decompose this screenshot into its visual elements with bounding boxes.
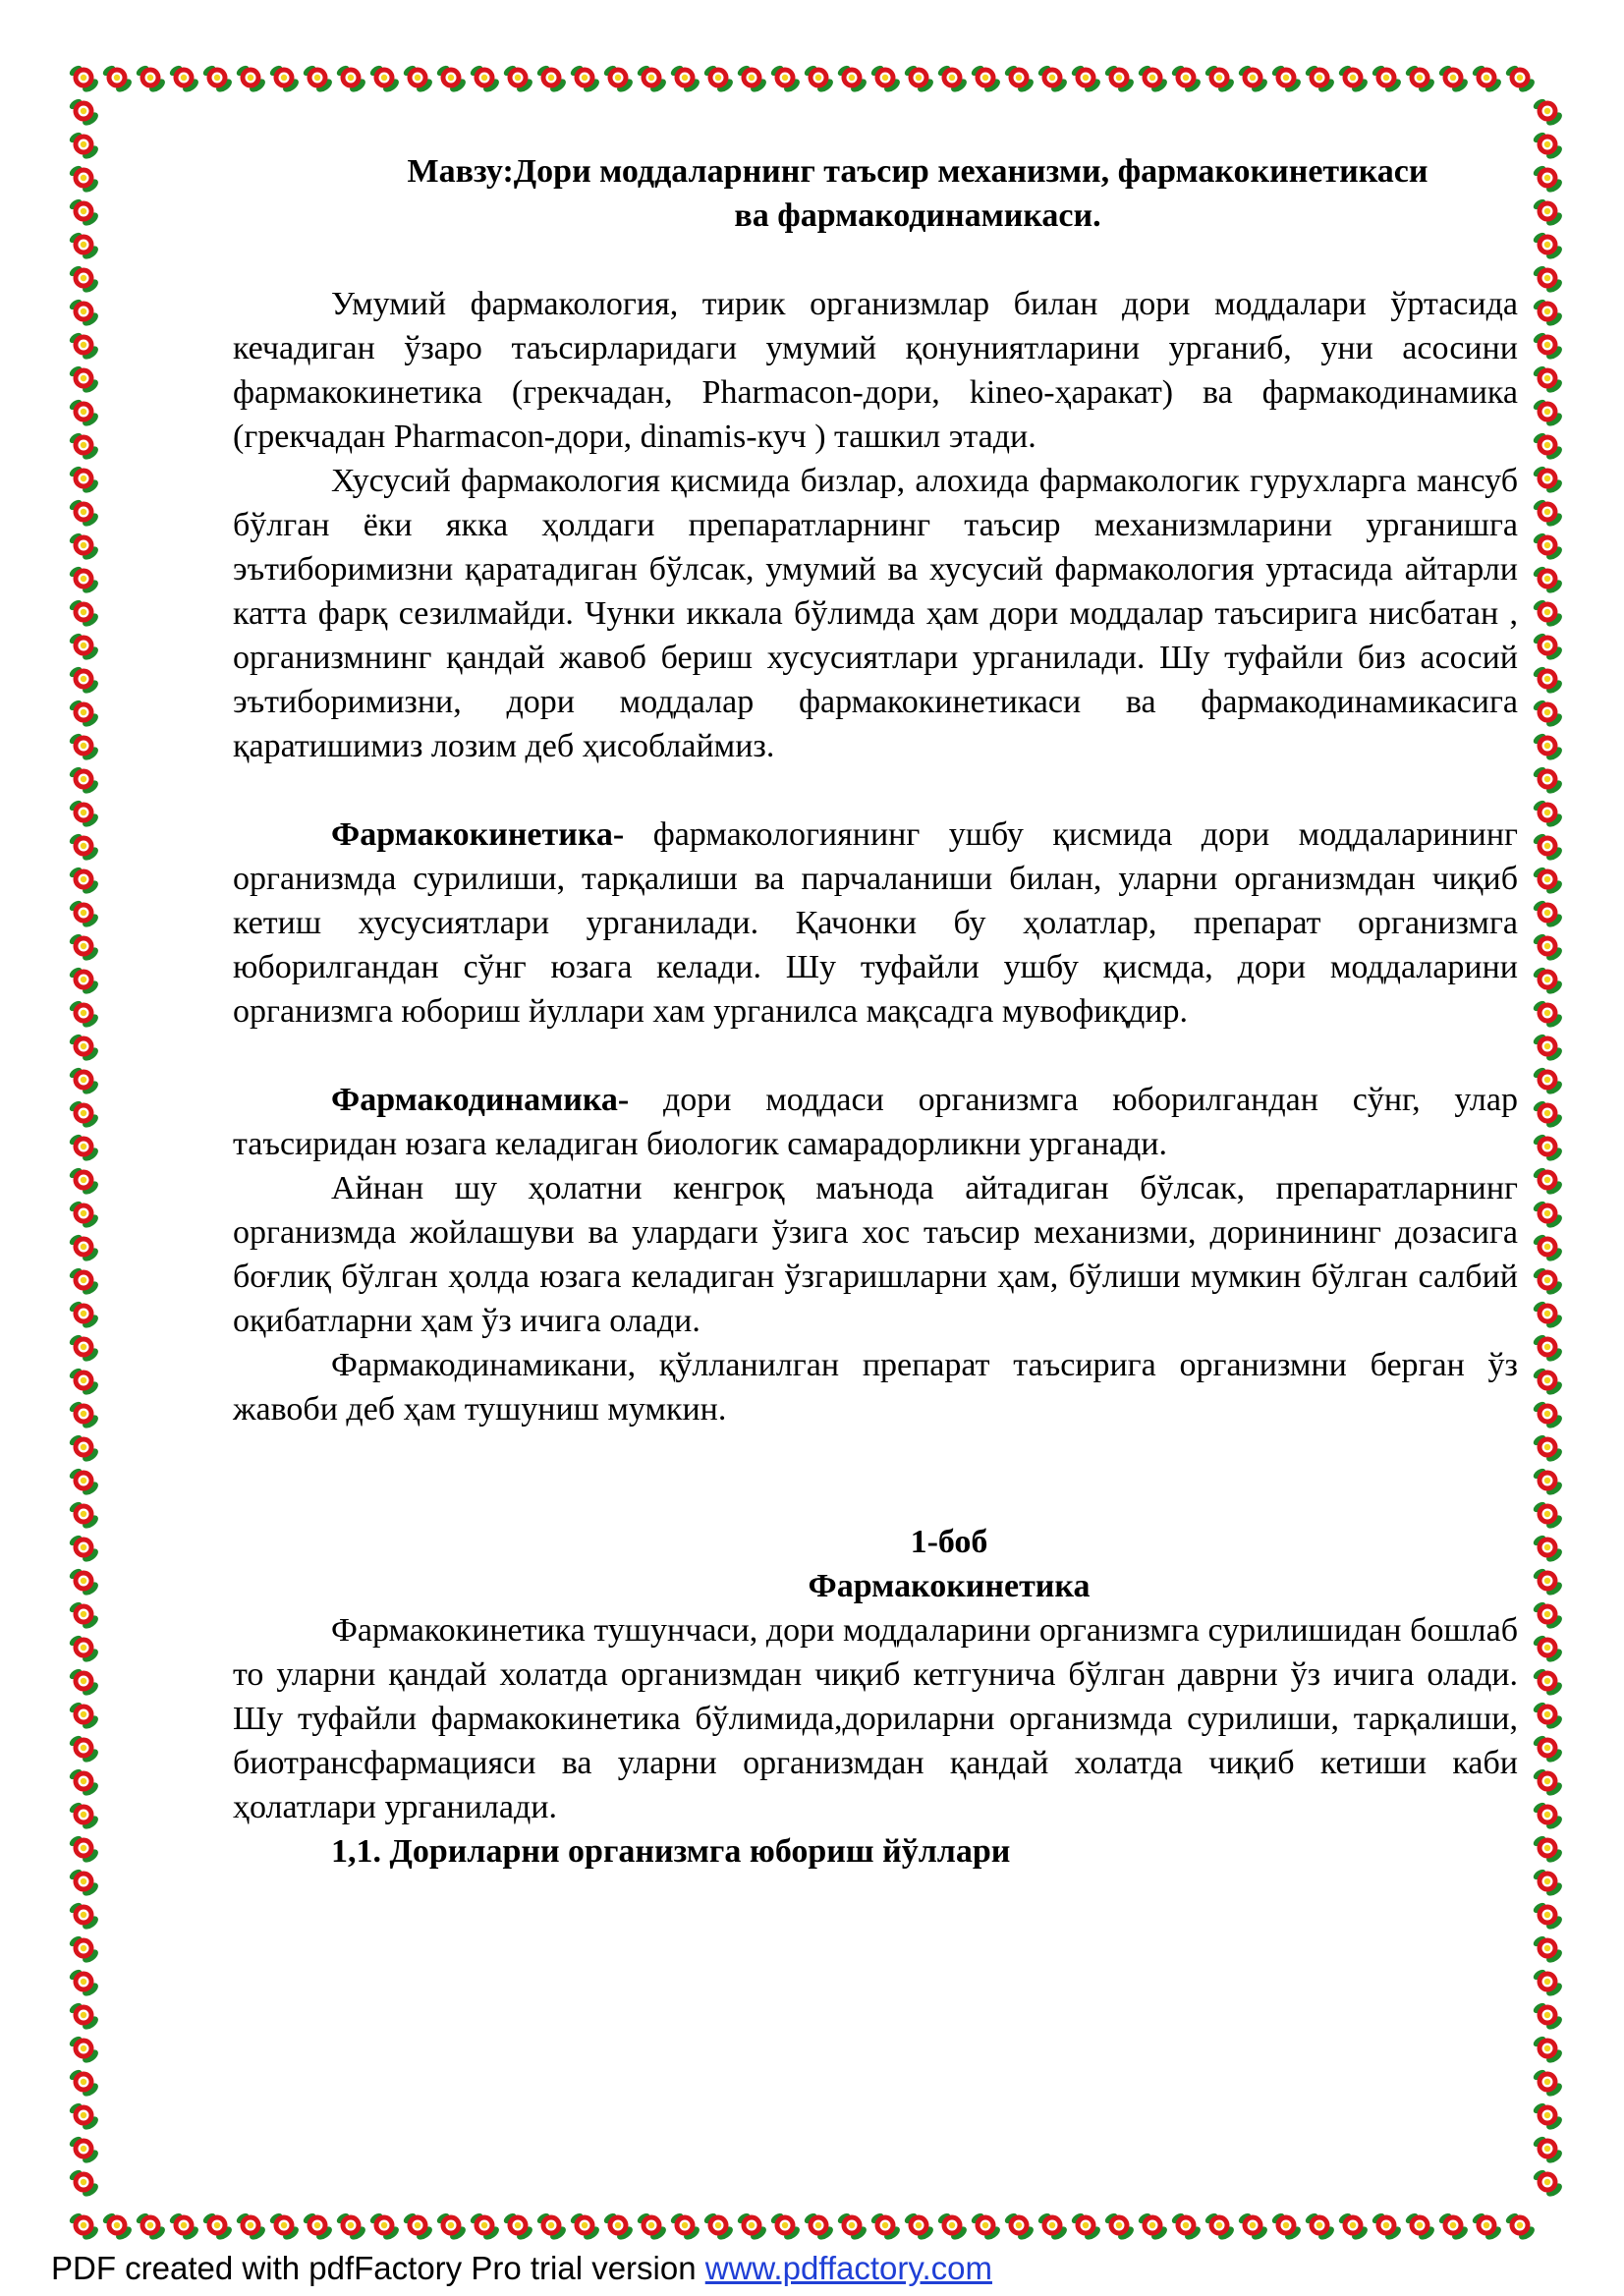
red-flower-icon	[68, 1734, 100, 1765]
paragraph-pharmacokinetics-text: фармакологиянинг ушбу қисмида дори моддаларининг организмда сурилиши, тарқалиши ва парчаланиши билан, уларни организмдан чиқиб кетиш хусусиятлари урганилади. Қачонки бу ҳолатлар, препарат организмга юборилгандан сўнг юзага келади. Шу туфайли ушбу қисмда, дори моддаларини организмга юбориш йуллари хам урганилса мақсадга мувофиқдир.	[233, 816, 1518, 1030]
red-flower-icon	[68, 1600, 100, 1632]
red-flower-icon	[68, 1667, 100, 1699]
red-flower-icon	[1504, 2212, 1537, 2242]
red-flower-icon	[1532, 565, 1564, 596]
red-flower-icon	[1532, 1934, 1564, 1966]
footer-link[interactable]: www.pdffactory.com	[704, 2250, 992, 2286]
title-line-2: ва фармакодинамикаси.	[734, 197, 1101, 234]
red-flower-icon	[1532, 765, 1564, 797]
red-flower-icon	[936, 2212, 969, 2242]
red-flower-icon	[1371, 64, 1403, 94]
red-flower-icon	[68, 498, 100, 530]
red-flower-icon	[68, 1099, 100, 1131]
red-flower-icon	[602, 2212, 635, 2242]
red-flower-icon	[68, 2212, 100, 2242]
red-flower-icon	[68, 1166, 100, 1198]
red-flower-icon	[1304, 2212, 1336, 2242]
red-flower-icon	[1532, 598, 1564, 630]
flower-border-left	[67, 94, 100, 2209]
red-flower-icon	[970, 64, 1002, 94]
red-flower-icon	[68, 532, 100, 563]
red-flower-icon	[68, 64, 100, 94]
red-flower-icon	[1532, 1567, 1564, 1598]
red-flower-icon	[68, 899, 100, 930]
red-flower-icon	[68, 665, 100, 697]
red-flower-icon	[1532, 1600, 1564, 1632]
red-flower-icon	[1404, 2212, 1436, 2242]
term-dash: -	[617, 1082, 630, 1118]
red-flower-icon	[1532, 2068, 1564, 2100]
red-flower-icon	[1103, 2212, 1136, 2242]
red-flower-icon	[469, 64, 501, 94]
red-flower-icon	[335, 64, 367, 94]
red-flower-icon	[68, 465, 100, 496]
red-flower-icon	[1532, 1133, 1564, 1164]
red-flower-icon	[68, 999, 100, 1031]
red-flower-icon	[1532, 1667, 1564, 1699]
flower-border-right	[1531, 94, 1564, 2209]
red-flower-icon	[68, 966, 100, 997]
red-flower-icon	[1003, 2212, 1036, 2242]
red-flower-icon	[1170, 2212, 1203, 2242]
red-flower-icon	[68, 699, 100, 730]
red-flower-icon	[1532, 2135, 1564, 2166]
red-flower-icon	[68, 1367, 100, 1398]
red-flower-icon	[68, 1066, 100, 1097]
red-flower-icon	[68, 932, 100, 964]
red-flower-icon	[1532, 431, 1564, 463]
red-flower-icon	[1036, 64, 1069, 94]
red-flower-icon	[268, 64, 301, 94]
red-flower-icon	[1532, 1400, 1564, 1431]
red-flower-icon	[535, 64, 568, 94]
red-flower-icon	[68, 164, 100, 196]
red-flower-icon	[68, 2135, 100, 2166]
red-flower-icon	[1337, 64, 1370, 94]
pdf-footer	[51, 2250, 992, 2287]
red-flower-icon	[1532, 1834, 1564, 1866]
red-flower-icon	[1532, 1634, 1564, 1665]
red-flower-icon	[68, 1233, 100, 1264]
red-flower-icon	[235, 64, 267, 94]
red-flower-icon	[68, 231, 100, 262]
red-flower-icon	[1504, 64, 1537, 94]
term-pharmacodynamics: Фармакодинамика	[331, 1082, 618, 1118]
red-flower-icon	[1532, 197, 1564, 229]
red-flower-icon	[335, 2212, 367, 2242]
red-flower-icon	[68, 1968, 100, 1999]
red-flower-icon	[1103, 64, 1136, 94]
red-flower-icon	[1532, 699, 1564, 730]
red-flower-icon	[1532, 832, 1564, 864]
paragraph-pharmacodynamics-summary: Фармакодинамикани, қўлланилган препарат таъсирига организмни берган ўз жавоби деб ҳам тушуниш мумкин.	[233, 1347, 1518, 1428]
red-flower-icon	[1532, 899, 1564, 930]
red-flower-icon	[68, 1901, 100, 1932]
red-flower-icon	[502, 2212, 534, 2242]
red-flower-icon	[68, 364, 100, 396]
red-flower-icon	[68, 197, 100, 229]
red-flower-icon	[68, 565, 100, 596]
red-flower-icon	[1137, 2212, 1169, 2242]
red-flower-icon	[68, 1400, 100, 1431]
red-flower-icon	[569, 64, 601, 94]
red-flower-icon	[68, 298, 100, 329]
red-flower-icon	[569, 2212, 601, 2242]
red-flower-icon	[769, 64, 802, 94]
red-flower-icon	[68, 732, 100, 763]
red-flower-icon	[235, 2212, 267, 2242]
red-flower-icon	[970, 2212, 1002, 2242]
red-flower-icon	[68, 799, 100, 830]
red-flower-icon	[302, 64, 334, 94]
red-flower-icon	[1532, 1300, 1564, 1331]
red-flower-icon	[1532, 1266, 1564, 1298]
red-flower-icon	[68, 1567, 100, 1598]
red-flower-icon	[1532, 1033, 1564, 1064]
footer-text: PDF created with pdfFactory Pro trial version	[51, 2250, 705, 2286]
red-flower-icon	[869, 64, 902, 94]
red-flower-icon	[1532, 465, 1564, 496]
red-flower-icon	[1532, 298, 1564, 329]
red-flower-icon	[68, 1300, 100, 1331]
red-flower-icon	[1532, 732, 1564, 763]
red-flower-icon	[68, 1634, 100, 1665]
red-flower-icon	[68, 264, 100, 296]
red-flower-icon	[1304, 64, 1336, 94]
red-flower-icon	[903, 64, 935, 94]
red-flower-icon	[68, 1266, 100, 1298]
chapter-title: Фармакокинетика	[808, 1568, 1091, 1604]
red-flower-icon	[435, 64, 468, 94]
red-flower-icon	[1204, 64, 1236, 94]
red-flower-icon	[1532, 799, 1564, 830]
red-flower-icon	[1371, 2212, 1403, 2242]
red-flower-icon	[636, 64, 668, 94]
red-flower-icon	[1532, 231, 1564, 262]
red-flower-icon	[68, 398, 100, 429]
red-flower-icon	[68, 1033, 100, 1064]
red-flower-icon	[1532, 999, 1564, 1031]
red-flower-icon	[669, 64, 701, 94]
red-flower-icon	[168, 64, 200, 94]
flower-border-top	[67, 61, 1564, 94]
term-pharmacokinetics: Фармакокинетика	[331, 816, 613, 853]
red-flower-icon	[68, 866, 100, 897]
red-flower-icon	[68, 1767, 100, 1799]
red-flower-icon	[135, 2212, 167, 2242]
red-flower-icon	[1270, 2212, 1303, 2242]
red-flower-icon	[68, 1834, 100, 1866]
red-flower-icon	[1532, 932, 1564, 964]
red-flower-icon	[201, 2212, 234, 2242]
red-flower-icon	[68, 2101, 100, 2133]
red-flower-icon	[168, 2212, 200, 2242]
flower-border-bottom	[67, 2209, 1564, 2242]
red-flower-icon	[1204, 2212, 1236, 2242]
red-flower-icon	[736, 2212, 768, 2242]
red-flower-icon	[1471, 64, 1503, 94]
red-flower-icon	[1532, 1801, 1564, 1832]
red-flower-icon	[101, 64, 134, 94]
paragraph-pharmacokinetics	[233, 812, 1518, 1034]
paragraph-pharmacodynamics-detail: Айнан шу ҳолатни кенгроқ маънода айтадиган бўлсак, препаратларнинг организмда жойлашуви ва улардаги ўзига хос таъсир механизми, доринининг дозасига боғлиқ бўлган ҳолда юзага келадиган ўзгаришларни ҳам, бўлиши мумкин бўлган салбий оқибатларни ҳам ўз ичига олади.	[233, 1170, 1518, 1339]
red-flower-icon	[769, 2212, 802, 2242]
red-flower-icon	[669, 2212, 701, 2242]
red-flower-icon	[903, 2212, 935, 2242]
red-flower-icon	[1532, 498, 1564, 530]
red-flower-icon	[502, 64, 534, 94]
red-flower-icon	[1532, 665, 1564, 697]
red-flower-icon	[435, 2212, 468, 2242]
red-flower-icon	[1337, 2212, 1370, 2242]
red-flower-icon	[68, 1333, 100, 1365]
red-flower-icon	[68, 2035, 100, 2066]
red-flower-icon	[1532, 1701, 1564, 1732]
red-flower-icon	[68, 1433, 100, 1465]
red-flower-icon	[836, 2212, 868, 2242]
red-flower-icon	[1532, 1233, 1564, 1264]
paragraph-pharmacodynamics	[233, 1078, 1518, 1166]
red-flower-icon	[1532, 1968, 1564, 1999]
red-flower-icon	[68, 632, 100, 663]
chapter-number: 1-боб	[910, 1524, 988, 1560]
red-flower-icon	[702, 2212, 735, 2242]
red-flower-icon	[68, 1801, 100, 1832]
red-flower-icon	[68, 2068, 100, 2100]
red-flower-icon	[1532, 532, 1564, 563]
red-flower-icon	[68, 1534, 100, 1565]
red-flower-icon	[1137, 64, 1169, 94]
red-flower-icon	[402, 64, 434, 94]
red-flower-icon	[1270, 64, 1303, 94]
red-flower-icon	[1532, 331, 1564, 363]
red-flower-icon	[1532, 398, 1564, 429]
red-flower-icon	[736, 64, 768, 94]
red-flower-icon	[68, 598, 100, 630]
red-flower-icon	[1532, 1901, 1564, 1932]
red-flower-icon	[1532, 1367, 1564, 1398]
red-flower-icon	[1532, 1166, 1564, 1198]
red-flower-icon	[1237, 2212, 1269, 2242]
red-flower-icon	[402, 2212, 434, 2242]
red-flower-icon	[135, 64, 167, 94]
red-flower-icon	[1437, 2212, 1470, 2242]
red-flower-icon	[1437, 64, 1470, 94]
red-flower-icon	[1532, 264, 1564, 296]
red-flower-icon	[1532, 866, 1564, 897]
red-flower-icon	[869, 2212, 902, 2242]
red-flower-icon	[1532, 2001, 1564, 2033]
paragraph-general-pharmacology: Умумий фармакология, тирик организмлар билан дори моддалари ўртасида кечадиган ўзаро таъсирларидаги умумий қонуниятларини урганиб, уни асосини фармакокинетика (грекчадан, Pharmacon-дори, kineo-ҳаракат) ва фармакодинамика (грекчадан Pharmacon-дори, dinamis-куч ) ташкил этади.	[233, 286, 1518, 455]
red-flower-icon	[1170, 64, 1203, 94]
red-flower-icon	[101, 2212, 134, 2242]
red-flower-icon	[68, 1133, 100, 1164]
red-flower-icon	[368, 64, 401, 94]
red-flower-icon	[1532, 2101, 1564, 2133]
red-flower-icon	[68, 765, 100, 797]
paragraph-pharmacokinetics-concept: Фармакокинетика тушунчаси, дори моддаларини организмга сурилишидан бошлаб то уларни қандай холатда организмдан чиқиб кетгунича бўлган даврни ўз ичига олади. Шу туфайли фармакокинетика бўлимида,дориларни организмда сурилиши, тарқалиши, биотрансфармацияси ва уларни организмдан қандай холатда чиқиб кетиши каби ҳолатлари урганилади.	[233, 1612, 1518, 1825]
red-flower-icon	[1532, 1433, 1564, 1465]
red-flower-icon	[1532, 1868, 1564, 1899]
red-flower-icon	[68, 131, 100, 162]
red-flower-icon	[302, 2212, 334, 2242]
red-flower-icon	[936, 64, 969, 94]
red-flower-icon	[535, 2212, 568, 2242]
red-flower-icon	[68, 1701, 100, 1732]
red-flower-icon	[1532, 1734, 1564, 1765]
red-flower-icon	[68, 1200, 100, 1231]
red-flower-icon	[68, 1868, 100, 1899]
red-flower-icon	[836, 64, 868, 94]
red-flower-icon	[68, 1500, 100, 1532]
title-line-1: Мавзу:Дори моддаларнинг таъсир механизми, фармакокинетикаси	[407, 153, 1428, 190]
red-flower-icon	[1532, 2168, 1564, 2200]
red-flower-icon	[1532, 1467, 1564, 1498]
red-flower-icon	[636, 2212, 668, 2242]
red-flower-icon	[1532, 632, 1564, 663]
red-flower-icon	[1532, 1333, 1564, 1365]
red-flower-icon	[68, 832, 100, 864]
paragraph-pharmacodynamics-text: дори моддаси организмга юборилгандан сўнг, улар таъсиридан юзага келадиган биологик самарадорликни урганади.	[233, 1082, 1518, 1162]
red-flower-icon	[1070, 2212, 1102, 2242]
red-flower-icon	[803, 2212, 835, 2242]
red-flower-icon	[1532, 2035, 1564, 2066]
red-flower-icon	[1532, 966, 1564, 997]
red-flower-icon	[368, 2212, 401, 2242]
red-flower-icon	[1532, 1534, 1564, 1565]
red-flower-icon	[1532, 1500, 1564, 1532]
red-flower-icon	[268, 2212, 301, 2242]
red-flower-icon	[68, 2001, 100, 2033]
paragraph-special-pharmacology: Хусусий фармакология қисмида бизлар, алохида фармакологик гурухларга мансуб бўлган ёки якка ҳолдаги препаратларнинг таъсир механизмларини урганишга эътиборимизни қаратадиган бўлсак, умумий ва хусусий фармакология уртасида айтарли катта фарқ сезилмайди. Чунки иккала бўлимда ҳам дори моддалар таъсирига нисбатан , организмнинг қандай жавоб бериш хусусиятлари урганилади. Шу туфайли биз асосий эътиборимизни, дори моддалар фармакокинетикаси ва фармакодинамикасига қаратишимиз лозим деб ҳисоблаймиз.	[233, 463, 1518, 764]
document-body	[233, 149, 1518, 1874]
red-flower-icon	[68, 1467, 100, 1498]
red-flower-icon	[1471, 2212, 1503, 2242]
red-flower-icon	[469, 2212, 501, 2242]
red-flower-icon	[1070, 64, 1102, 94]
red-flower-icon	[68, 97, 100, 129]
red-flower-icon	[1532, 1066, 1564, 1097]
red-flower-icon	[68, 1934, 100, 1966]
red-flower-icon	[1404, 64, 1436, 94]
red-flower-icon	[1036, 2212, 1069, 2242]
red-flower-icon	[1532, 364, 1564, 396]
red-flower-icon	[1532, 164, 1564, 196]
red-flower-icon	[1532, 131, 1564, 162]
red-flower-icon	[702, 64, 735, 94]
red-flower-icon	[803, 64, 835, 94]
red-flower-icon	[602, 64, 635, 94]
red-flower-icon	[68, 2168, 100, 2200]
red-flower-icon	[1532, 97, 1564, 129]
red-flower-icon	[1237, 64, 1269, 94]
document-title	[317, 149, 1518, 238]
red-flower-icon	[1532, 1099, 1564, 1131]
red-flower-icon	[201, 64, 234, 94]
red-flower-icon	[68, 431, 100, 463]
red-flower-icon	[1532, 1200, 1564, 1231]
term-dash: -	[612, 816, 625, 853]
red-flower-icon	[1532, 1767, 1564, 1799]
red-flower-icon	[68, 331, 100, 363]
red-flower-icon	[1003, 64, 1036, 94]
section-heading: 1,1. Дориларни организмга юбориш йўллари	[331, 1833, 1011, 1870]
